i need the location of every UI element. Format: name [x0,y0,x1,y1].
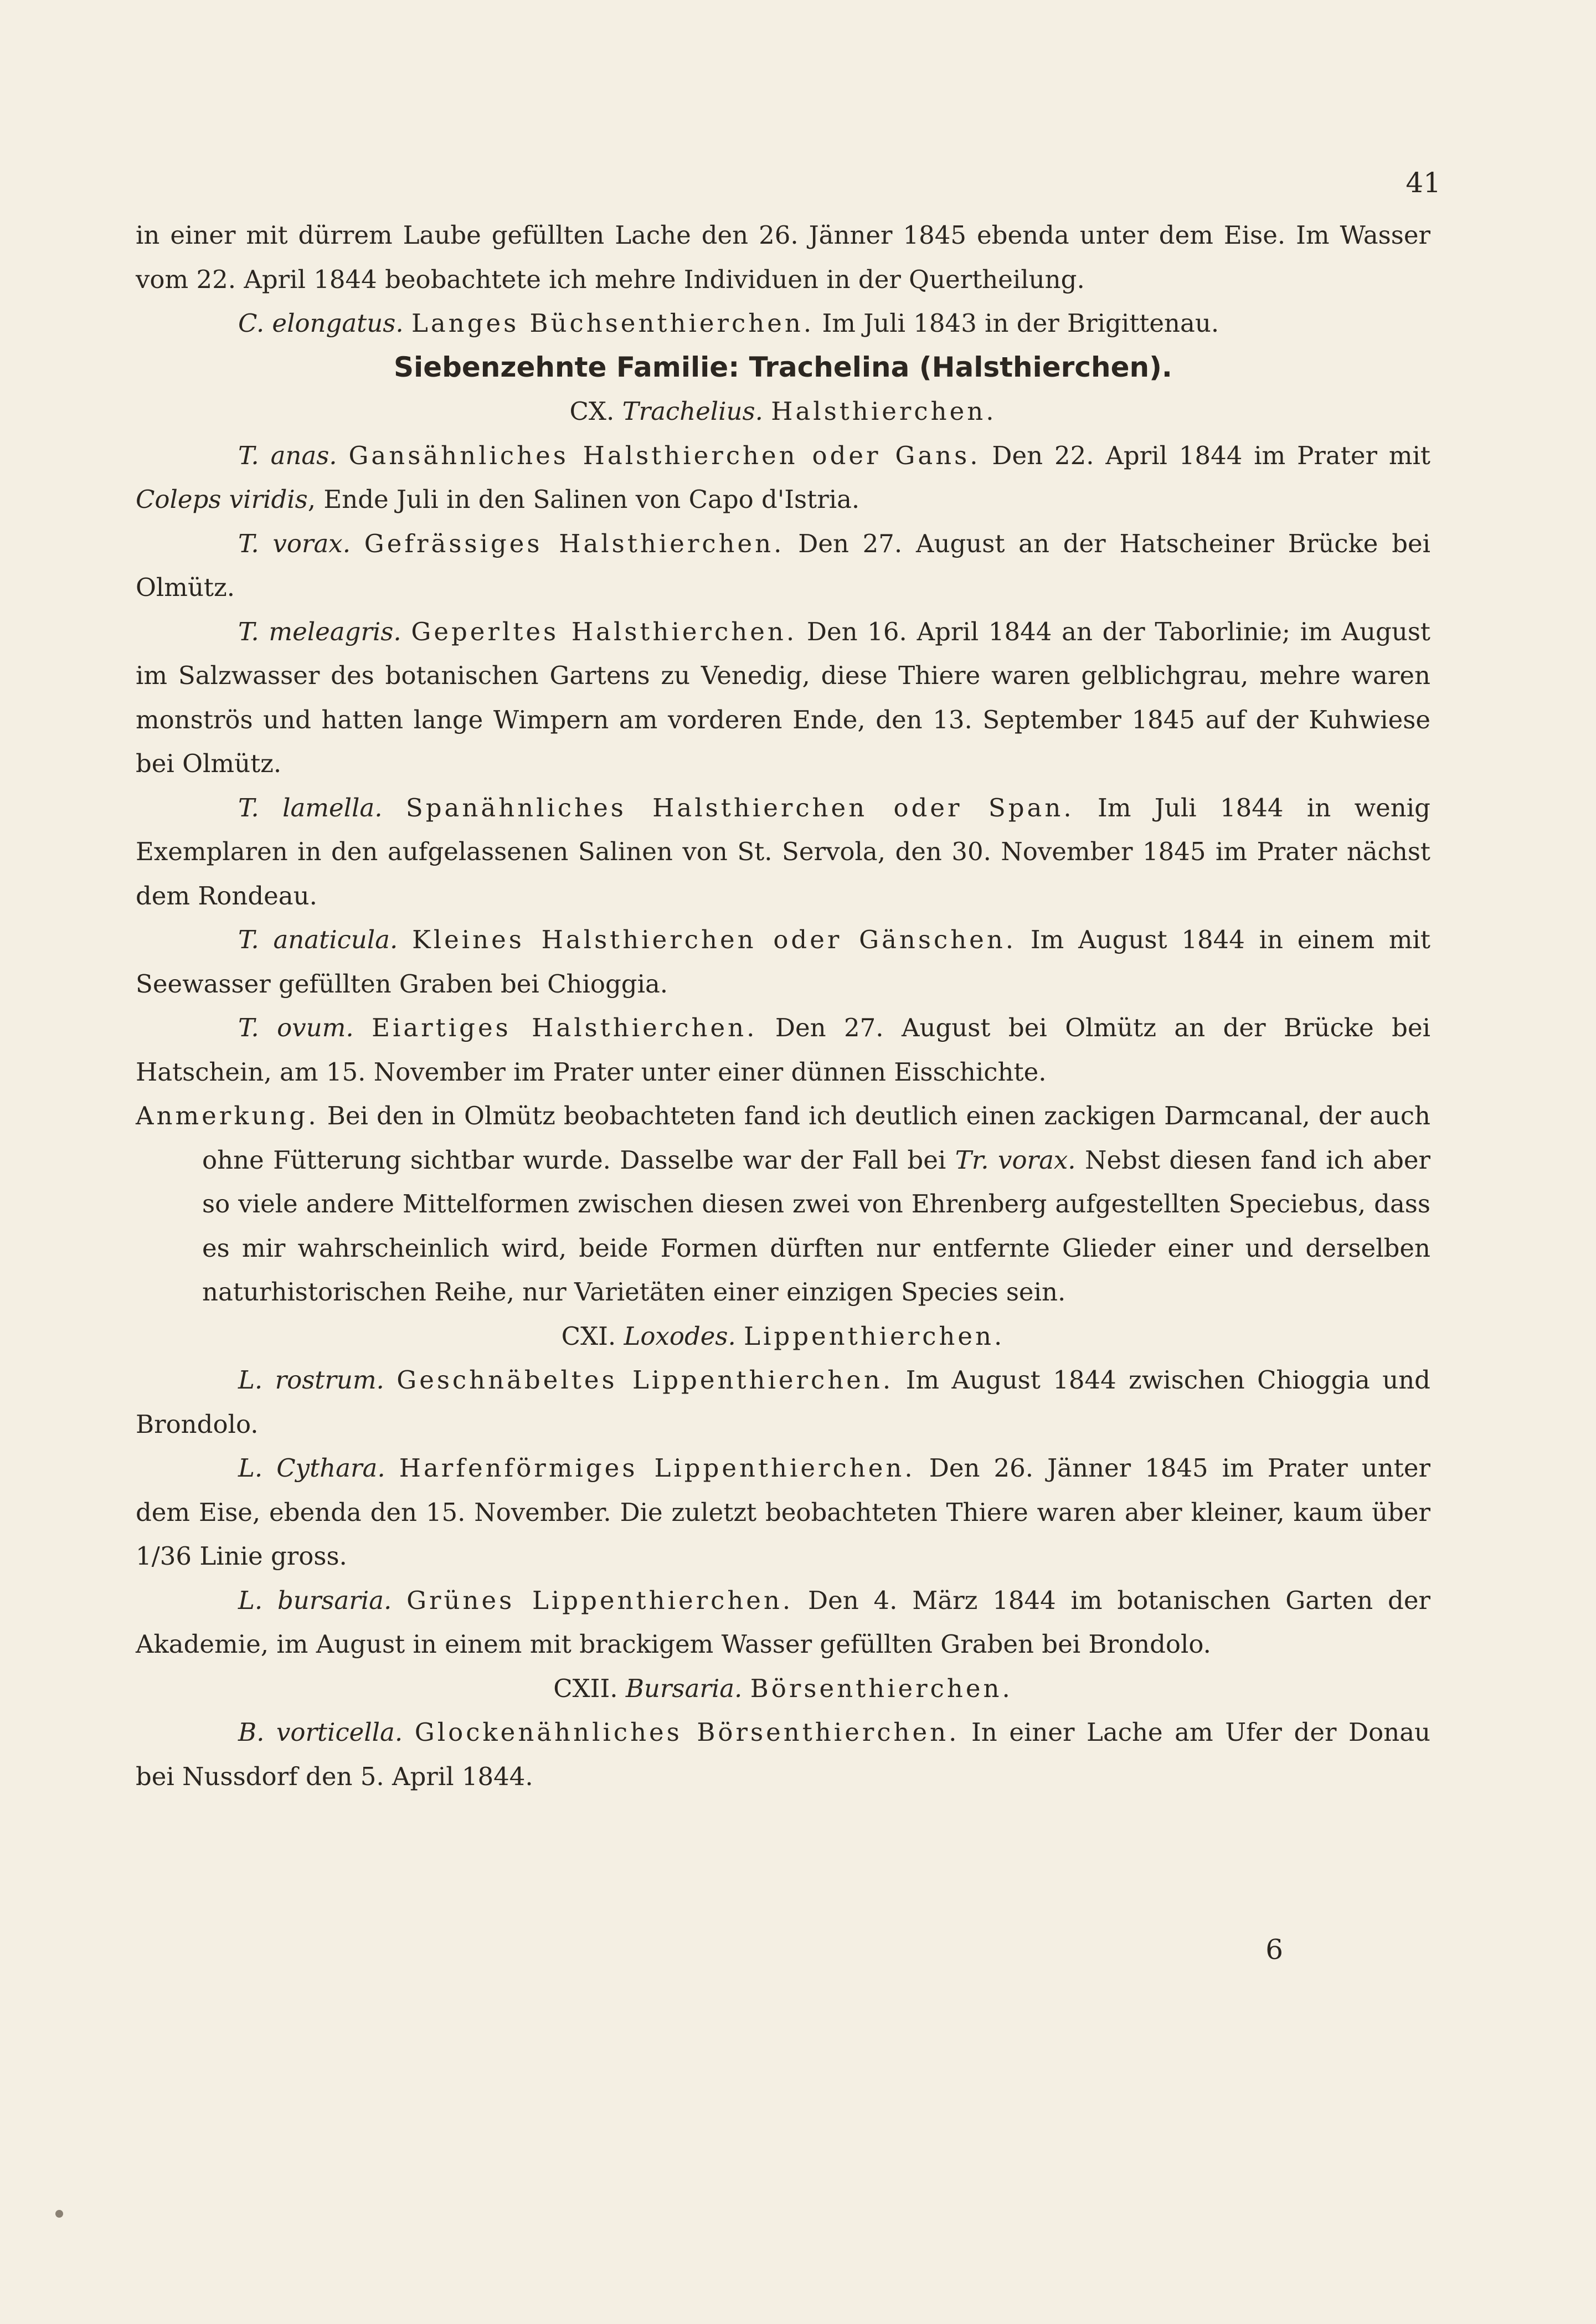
genus-heading [136,1314,1430,1359]
entry-text: Im August 1844 zwischen Chioggia und Brondolo. [136,1365,1430,1439]
page-number: 41 [1405,167,1441,199]
common-name: Harfenförmiges Lippenthierchen. [399,1453,915,1483]
species-name: L. bursaria. [238,1585,392,1615]
paragraph [136,213,1430,301]
common-name: Kleines Halsthierchen oder Gänschen. [412,925,1017,954]
body-text [136,213,1430,1798]
genus-common-name: Lippenthierchen. [744,1321,1005,1351]
species-name: T. anas. [238,440,337,470]
common-name: Geperltes Halsthierchen. [411,616,797,646]
common-name: Glockenähnliches Börsenthierchen. [414,1718,960,1747]
species-entry [136,1446,1430,1579]
species-name: B. vorticella. [238,1718,403,1747]
common-name: Eiartiges Halsthierchen. [372,1013,758,1042]
species-name: T. vorax. [238,528,351,558]
genus-number: CXI. [561,1321,616,1351]
entry-text: Im Juli 1843 in der Brigittenau. [822,309,1219,338]
entry-text: Den 4. März 1844 im botanischen Garten der Akademie, im August in einem mit brackigem Wasser gefüllten Graben bei Brondolo. [136,1585,1430,1659]
species-name: T. meleagris. [238,616,401,646]
common-name: Spanähnliches Halsthierchen oder Span. [405,793,1074,822]
species-entry [136,1358,1430,1446]
species-reference: Tr. vorax. [955,1145,1076,1175]
genus-heading [136,389,1430,434]
text-line: Im Wasser vom 22. April 1844 beobachtete ich mehre Individuen in der Quertheilung. [136,220,1431,294]
common-name: Gansähnliches Halsthierchen oder Gans. [348,440,981,470]
genus-number: CXII. [553,1673,618,1703]
species-reference: Coleps viridis [136,485,308,514]
species-name: L. rostrum. [238,1365,384,1395]
species-entry [136,786,1430,918]
remark-text: Bei den in Olmütz beobachteten fand ich deutlich einen zackigen Darmcanal, der auch ohne Fütterung sichtbar wurde. Dasselbe war der Fall bei [202,1101,1430,1175]
species-entry [136,1579,1430,1667]
common-name: Langes Büchsenthierchen. [411,309,815,338]
genus-name: Bursaria. [625,1673,743,1703]
species-entry [136,1006,1430,1094]
species-name: T. lamella. [238,793,383,822]
species-entry [136,1710,1430,1798]
family-heading: Siebenzehnte Familie: Trachelina (Halsthierchen). [394,351,1172,383]
species-name: L. Cythara. [238,1453,385,1483]
entry-text: In einer Lache am Ufer der Donau bei Nussdorf den 5. April 1844. [136,1718,1430,1791]
species-entry [136,918,1430,1006]
remark [136,1094,1430,1314]
text-line: in einer mit dürrem Laube gefüllten Lache den 26. Jänner 1845 ebenda unter dem Eise. [136,220,1286,250]
species-name: C. elongatus. [238,309,404,338]
entry-text: Den 26. Jänner 1845 im Prater unter dem Eise, ebenda den 15. November. Die zuletzt beobachteten Thiere waren aber kleiner, kaum über 1/36 Linie gross. [136,1453,1430,1571]
genus-common-name: Börsenthierchen. [750,1673,1013,1703]
entry-text: Den 16. April 1844 an der Taborlinie; im August im Salzwasser des botanischen Gartens zu Venedig, diese Thiere waren gelblichgrau, mehre waren monströs und hatten lange Wimpern am vorderen Ende, den 13. September 1845 auf der Kuhwiese bei Olmütz. [136,616,1430,778]
species-entry [136,301,1430,346]
species-entry [136,522,1430,610]
genus-name: Trachelius. [622,397,763,426]
remark-text: Nebst diesen fand ich aber so viele andere Mittelformen zwischen diesen zwei von Ehrenberg aufgestellten Speciebus, dass es mir wahrscheinlich wird, beide Formen dürften nur entfernte Glieder einer und derselben naturhistorischen Reihe, nur Varietäten einer einzigen Species sein. [202,1145,1431,1307]
species-name: T. ovum. [238,1013,354,1042]
entry-text: Den 22. April 1844 im Prater mit [992,440,1430,470]
species-entry [136,434,1430,522]
entry-text: Den 27. August bei Olmütz an der Brücke bei Hatschein, am 15. November im Prater unter einer dünnen Eisschichte. [136,1013,1430,1087]
species-entry [136,610,1430,786]
common-name: Grünes Lippenthierchen. [406,1585,794,1615]
signature-mark: 6 [1265,1934,1283,1966]
remark-label: Anmerkung. [136,1101,319,1130]
species-name: T. anaticula. [238,925,398,954]
genus-common-name: Halsthierchen. [771,397,997,426]
genus-name: Loxodes. [624,1321,736,1351]
entry-text: Im August 1844 in einem mit Seewasser gefüllten Graben bei Chioggia. [136,925,1430,999]
paper-speck [55,2210,63,2218]
genus-number: CX. [569,397,615,426]
genus-heading [136,1667,1430,1711]
entry-text: Den 27. August an der Hatscheiner Brücke bei Olmütz. [136,528,1431,602]
entry-text: , Ende Juli in den Salinen von Capo d'Istria. [307,485,860,514]
entry-text: Im Juli 1844 in wenig Exemplaren in den aufgelassenen Salinen von St. Servola, den 30. November 1845 im Prater nächst dem Rondeau. [136,793,1430,911]
common-name: Gefrässiges Halsthierchen. [364,528,785,558]
common-name: Geschnäbeltes Lippenthierchen. [397,1365,894,1395]
